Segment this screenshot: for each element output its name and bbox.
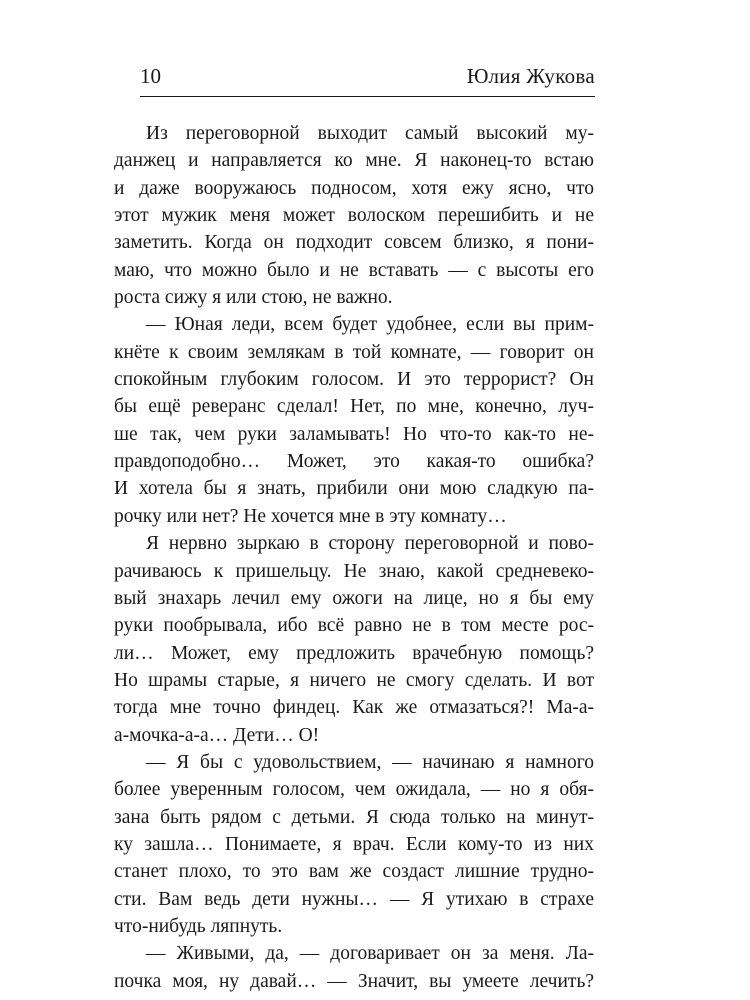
text-line: и даже вооружаюсь подносом, хотя ежу ясно, что [114, 177, 594, 199]
running-header [140, 62, 595, 97]
text-line: кнёте к своим землякам в той комнате, — говорит он [114, 341, 594, 363]
text-line: сти. Вам ведь дети нужны… — Я утихаю в страхе [114, 888, 594, 910]
text-line: тогда мне точно финдец. Как же отмазаться?! Ма-а- [114, 697, 594, 719]
text-line: что-нибудь ляпнуть. [114, 915, 283, 937]
text-line: спокойным глубоким голосом. И это террорист? Он [114, 369, 594, 391]
text-line: ли… Может, ему предложить врачебную помощь? [114, 642, 594, 664]
text-line: Из переговорной выходит самый высокий му- [146, 123, 594, 144]
paragraph-1 [114, 120, 594, 311]
text-line: почка моя, ну давай… — Значит, вы умеете лечить? [114, 970, 594, 992]
text-line: рочку или нет? Не хочется мне в эту комнату… [114, 505, 507, 527]
text-line: И хотела бы я знать, прибили они мою сладкую па- [114, 478, 594, 500]
text-line: а-мочка-а-а… Дети… О! [114, 724, 320, 746]
paragraph-4 [114, 749, 594, 940]
text-line: заметить. Когда он подходит совсем близко, я пони- [114, 232, 594, 254]
text-line: маю, что можно было и не вставать — с высоты его [114, 259, 594, 281]
paragraph-3 [114, 530, 594, 749]
text-line: вый знахарь лечил ему ожоги на лице, но я бы ему [114, 587, 594, 609]
text-line: руки пообрывала, ибо всё равно не в том месте рос- [114, 615, 594, 637]
text-line: — Юная леди, всем будет удобнее, если вы прим- [146, 314, 594, 336]
text-line: более уверенным голосом, чем ожидала, — но я обя- [114, 779, 594, 801]
text-line: рачиваюсь к пришельцу. Не знаю, какой средневеко- [114, 560, 594, 582]
text-line: этот мужик меня может волоском перешибить и не [114, 205, 594, 227]
text-line: — Я бы с удовольствием, — начинаю я намного [146, 751, 594, 773]
text-line: станет плохо, то это вам же создаст лишние трудно- [114, 861, 594, 883]
body-text [114, 120, 594, 995]
text-line: Но шрамы старые, я ничего не смогу сделать. И вот [114, 669, 594, 691]
text-line: ше так, чем руки заламывать! Но что-то как-то не- [114, 423, 594, 445]
text-line: данжец и направляется ко мне. Я наконец-то встаю [114, 150, 594, 172]
text-line: Я нервно зыркаю в сторону переговорной и пово- [146, 533, 594, 555]
text-line: ку зашла… Понимаете, я врач. Если кому-то из них [114, 833, 594, 855]
text-line: роста сижу я или стою, не важно. [114, 287, 393, 309]
text-line: бы ещё реверанс сделал! Нет, по мне, конечно, луч- [114, 396, 594, 418]
text-line: правдоподобно… Может, это какая-то ошибка? [114, 451, 594, 473]
text-line: — Живыми, да, — договаривает он за меня. Ла- [146, 943, 594, 965]
text-line: зана быть рядом с детьми. Я сюда только на минут- [114, 806, 594, 828]
paragraph-5 [114, 940, 594, 995]
paragraph-2 [114, 311, 594, 530]
running-head-author: Юлия Жукова [466, 64, 595, 88]
page-number: 10 [140, 64, 161, 88]
